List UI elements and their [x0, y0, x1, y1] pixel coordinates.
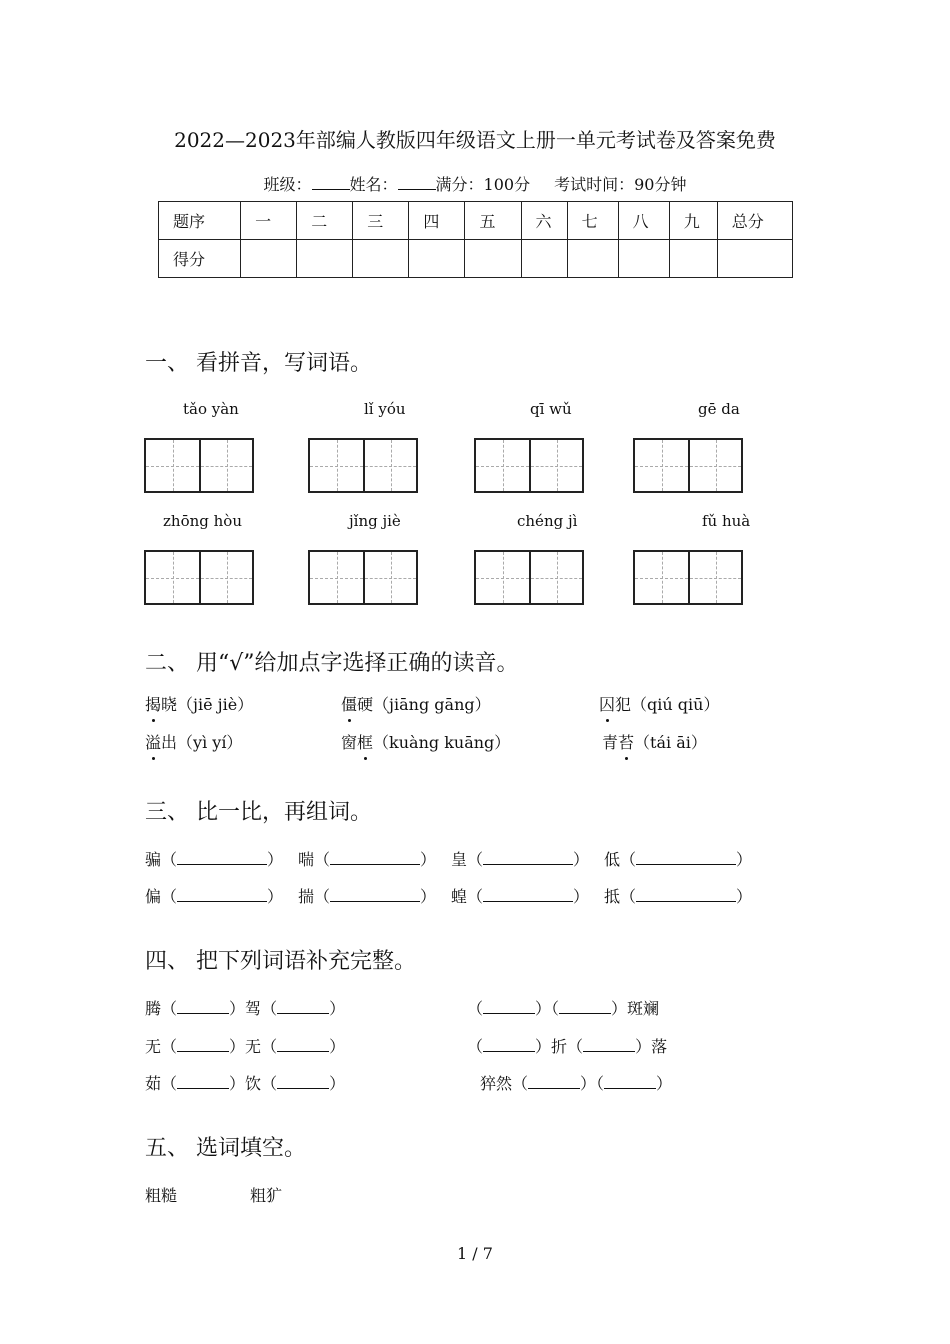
class-blank[interactable]: [312, 174, 350, 190]
score-cell[interactable]: [353, 240, 409, 278]
idiom-item[interactable]: 腾（ ）驾（ ）: [145, 999, 346, 1018]
answer-blank[interactable]: [277, 1074, 329, 1089]
char: 出: [161, 733, 178, 752]
score-cell[interactable]: [717, 240, 792, 278]
pinyin-label: tǎo yàn: [183, 400, 239, 418]
dotted-char: 框: [357, 730, 373, 753]
table-cell: 五: [465, 202, 521, 240]
word: 斑斓: [627, 999, 660, 1018]
answer-blank[interactable]: [483, 850, 573, 865]
word: 猝然: [480, 1074, 513, 1093]
reading-item[interactable]: [145, 730, 242, 753]
answer-blank[interactable]: [583, 1037, 635, 1052]
char: 窗: [341, 733, 358, 752]
score-cell[interactable]: [567, 240, 618, 278]
writing-grid[interactable]: [144, 438, 254, 493]
table-cell: 三: [353, 202, 409, 240]
reading-options: （qiú qiū）: [631, 695, 720, 714]
answer-blank[interactable]: [483, 887, 573, 902]
reading-item[interactable]: [599, 692, 719, 715]
reading-item[interactable]: [145, 692, 253, 715]
reading-options: （jiē jiè）: [177, 695, 254, 714]
char: 无: [145, 1037, 162, 1056]
char: 茹: [145, 1074, 162, 1093]
section-4-heading: 四、 把下列词语补充完整。: [145, 949, 416, 974]
reading-item[interactable]: [341, 692, 491, 715]
section-5-heading: 五、 选词填空。: [145, 1136, 306, 1161]
char: 饮: [245, 1074, 262, 1093]
pinyin-label: lǐ yóu: [364, 400, 406, 418]
reading-options: （jiāng gāng）: [373, 695, 491, 714]
pinyin-label: jǐng jiè: [349, 512, 401, 530]
answer-blank[interactable]: [559, 999, 611, 1014]
page-number: 1 / 7: [457, 1244, 493, 1263]
reading-options: （tái āi）: [634, 733, 707, 752]
answer-blank[interactable]: [483, 999, 535, 1014]
idiom-item[interactable]: 茹（ ）饮（ ）: [145, 1074, 346, 1093]
student-info-line: [0, 172, 950, 195]
char: 腾: [145, 999, 162, 1018]
char: 犯: [615, 695, 632, 714]
dotted-char: 溢: [145, 730, 161, 753]
table-cell: 八: [618, 202, 669, 240]
score-cell[interactable]: [297, 240, 353, 278]
char: 骗: [145, 850, 162, 869]
answer-blank[interactable]: [330, 887, 420, 902]
char: 偏: [145, 887, 162, 906]
section-3-heading: 三、 比一比，再组词。: [145, 800, 372, 825]
char: 揣: [298, 887, 315, 906]
score-table-score-row: [159, 240, 793, 278]
compare-item[interactable]: 蝗（ ）: [451, 887, 590, 906]
answer-blank[interactable]: [277, 1037, 329, 1052]
score-cell[interactable]: [241, 240, 297, 278]
score-cell[interactable]: [521, 240, 567, 278]
char: 晓: [161, 695, 178, 714]
answer-blank[interactable]: [528, 1074, 580, 1089]
table-cell: 得分: [159, 240, 241, 278]
table-cell: 二: [297, 202, 353, 240]
char: 蝗: [451, 887, 468, 906]
writing-grid[interactable]: [474, 550, 584, 605]
score-cell[interactable]: [409, 240, 465, 278]
reading-item[interactable]: [341, 730, 510, 753]
answer-blank[interactable]: [177, 999, 229, 1014]
table-cell: 七: [567, 202, 618, 240]
table-cell: 四: [409, 202, 465, 240]
dotted-char: 囚: [599, 692, 615, 715]
char: 落: [651, 1037, 668, 1056]
compare-item[interactable]: 喘（ ）: [298, 850, 437, 869]
answer-blank[interactable]: [604, 1074, 656, 1089]
section-1-heading: 一、 看拼音，写词语。: [145, 351, 372, 376]
full-score: 满分：100分: [435, 175, 531, 194]
char: 驾: [245, 999, 262, 1018]
idiom-item[interactable]: 无（ ）无（ ）: [145, 1037, 346, 1056]
answer-blank[interactable]: [277, 999, 329, 1014]
idiom-item[interactable]: 猝然（ ）（ ）: [480, 1074, 673, 1093]
reading-item[interactable]: [602, 730, 707, 753]
dotted-char: 僵: [341, 692, 357, 715]
table-cell: 九: [669, 202, 717, 240]
char: 皇: [451, 850, 468, 869]
answer-blank[interactable]: [636, 887, 736, 902]
answer-blank[interactable]: [177, 887, 267, 902]
dotted-char: 揭: [145, 692, 161, 715]
section-2-heading: 二、 用“√”给加点字选择正确的读音。: [145, 651, 519, 676]
score-cell[interactable]: [465, 240, 521, 278]
writing-grid[interactable]: [633, 550, 743, 605]
exam-time: 考试时间：90分钟: [554, 175, 687, 194]
dotted-char: 苔: [618, 730, 634, 753]
reading-options: （yì yí）: [177, 733, 243, 752]
score-cell[interactable]: [618, 240, 669, 278]
answer-blank[interactable]: [177, 1037, 229, 1052]
char: 低: [604, 850, 621, 869]
compare-item[interactable]: 低（ ）: [604, 850, 753, 869]
char: 喘: [298, 850, 315, 869]
answer-blank[interactable]: [330, 850, 420, 865]
pinyin-label: fǔ huà: [702, 512, 751, 530]
answer-blank[interactable]: [636, 850, 736, 865]
writing-grid[interactable]: [308, 550, 418, 605]
pinyin-label: gē da: [698, 400, 740, 418]
writing-grid[interactable]: [144, 550, 254, 605]
compare-item[interactable]: 抵（ ）: [604, 887, 753, 906]
pinyin-label: chéng jì: [517, 512, 578, 530]
table-cell: 题序: [159, 202, 241, 240]
char: 硬: [357, 695, 374, 714]
writing-grid[interactable]: [474, 438, 584, 493]
page-title: 2022—2023年部编人教版四年级语文上册一单元考试卷及答案免费: [174, 128, 776, 152]
score-table: [158, 201, 793, 278]
name-blank[interactable]: [398, 174, 436, 190]
compare-item[interactable]: 骗（ ）: [145, 850, 284, 869]
char: 无: [245, 1037, 262, 1056]
char: 青: [602, 733, 619, 752]
name-label: 姓名：: [349, 175, 398, 194]
pinyin-label: qī wǔ: [530, 400, 572, 418]
idiom-item[interactable]: （ ）（ ）斑斓: [467, 999, 660, 1018]
char: 折: [551, 1037, 568, 1056]
pinyin-label: zhōng hòu: [163, 512, 242, 530]
idiom-item[interactable]: （ ）折（ ）落: [467, 1037, 668, 1056]
writing-grid[interactable]: [633, 438, 743, 493]
table-cell: 一: [241, 202, 297, 240]
table-cell: 总分: [717, 202, 792, 240]
compare-item[interactable]: 皇（ ）: [451, 850, 590, 869]
reading-options: （kuàng kuāng）: [373, 733, 511, 752]
answer-blank[interactable]: [177, 1074, 229, 1089]
answer-blank[interactable]: [483, 1037, 535, 1052]
word-option: 粗糙: [145, 1186, 178, 1205]
word-option: 粗犷: [250, 1186, 283, 1205]
answer-blank[interactable]: [177, 850, 267, 865]
compare-item[interactable]: 偏（ ）: [145, 887, 284, 906]
compare-item[interactable]: 揣（ ）: [298, 887, 437, 906]
class-label: 班级：: [263, 175, 312, 194]
table-cell: 六: [521, 202, 567, 240]
writing-grid[interactable]: [308, 438, 418, 493]
score-table-header-row: [159, 202, 793, 240]
score-cell[interactable]: [669, 240, 717, 278]
char: 抵: [604, 887, 621, 906]
